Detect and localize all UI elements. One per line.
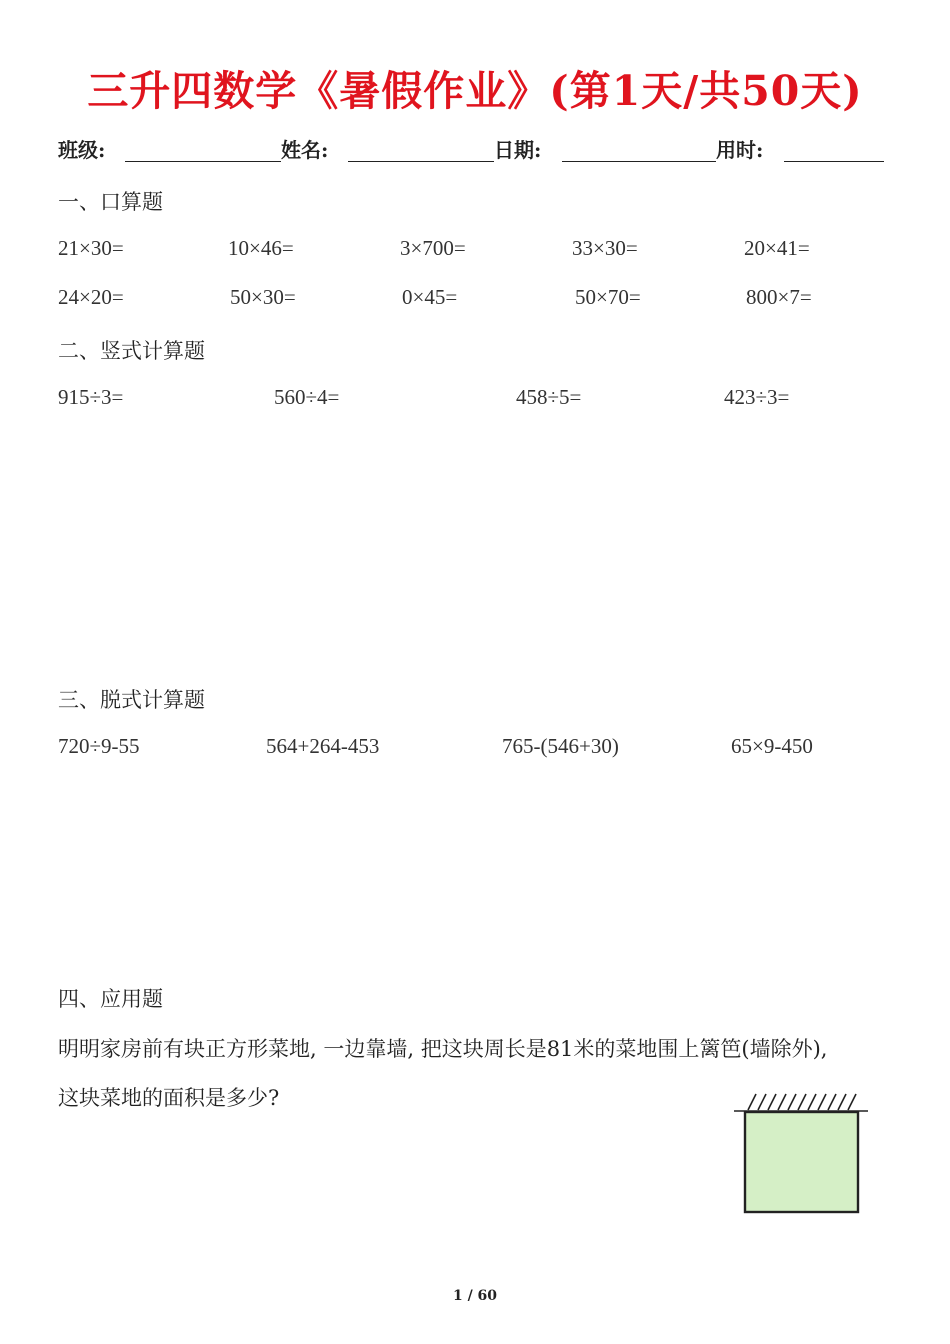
square-garden bbox=[745, 1112, 858, 1212]
section-heading-vertical: 二、竖式计算题 bbox=[58, 339, 205, 363]
stepwise-problem: 720÷9-55 bbox=[58, 734, 140, 758]
time-label: 用时: bbox=[716, 138, 764, 162]
section-heading-stepwise: 三、脱式计算题 bbox=[58, 688, 205, 712]
oral-problem: 10×46= bbox=[228, 236, 294, 260]
oral-problem: 3×700= bbox=[400, 236, 466, 260]
name-blank[interactable] bbox=[348, 161, 494, 162]
oral-problem: 0×45= bbox=[402, 285, 458, 309]
oral-problem: 20×41= bbox=[744, 236, 810, 260]
oral-problem: 50×30= bbox=[230, 285, 296, 309]
class-blank[interactable] bbox=[125, 161, 281, 162]
worksheet-title: 三升四数学《暑假作业》(第1天/共50天) bbox=[87, 67, 863, 115]
oral-problem: 21×30= bbox=[58, 236, 124, 260]
garden-wall-diagram bbox=[730, 1090, 875, 1220]
section-heading-oral: 一、口算题 bbox=[58, 190, 163, 214]
vertical-problem: 458÷5= bbox=[516, 385, 582, 409]
page-number: 1 / 60 bbox=[452, 1288, 498, 1304]
section-heading-word: 四、应用题 bbox=[58, 987, 163, 1011]
wall-hatching bbox=[748, 1094, 856, 1110]
vertical-problem: 560÷4= bbox=[274, 385, 340, 409]
date-blank[interactable] bbox=[562, 161, 716, 162]
stepwise-problem: 65×9-450 bbox=[731, 734, 813, 758]
oral-problem: 800×7= bbox=[746, 285, 812, 309]
vertical-problem: 423÷3= bbox=[724, 385, 790, 409]
class-label: 班级: bbox=[58, 138, 106, 162]
stepwise-problem: 765-(546+30) bbox=[502, 734, 619, 758]
oral-problem: 50×70= bbox=[575, 285, 641, 309]
date-label: 日期: bbox=[494, 138, 542, 162]
student-info-row bbox=[0, 134, 950, 164]
name-label: 姓名: bbox=[281, 138, 329, 162]
word-problem-line: 这块菜地的面积是多少? bbox=[58, 1086, 280, 1110]
vertical-problem: 915÷3= bbox=[58, 385, 124, 409]
stepwise-problem: 564+264-453 bbox=[266, 734, 380, 758]
time-blank[interactable] bbox=[784, 161, 884, 162]
word-problem-line: 明明家房前有块正方形菜地, 一边靠墙, 把这块周长是81米的菜地围上篱笆(墙除外), bbox=[58, 1037, 828, 1061]
oral-problem: 24×20= bbox=[58, 285, 124, 309]
oral-problem: 33×30= bbox=[572, 236, 638, 260]
